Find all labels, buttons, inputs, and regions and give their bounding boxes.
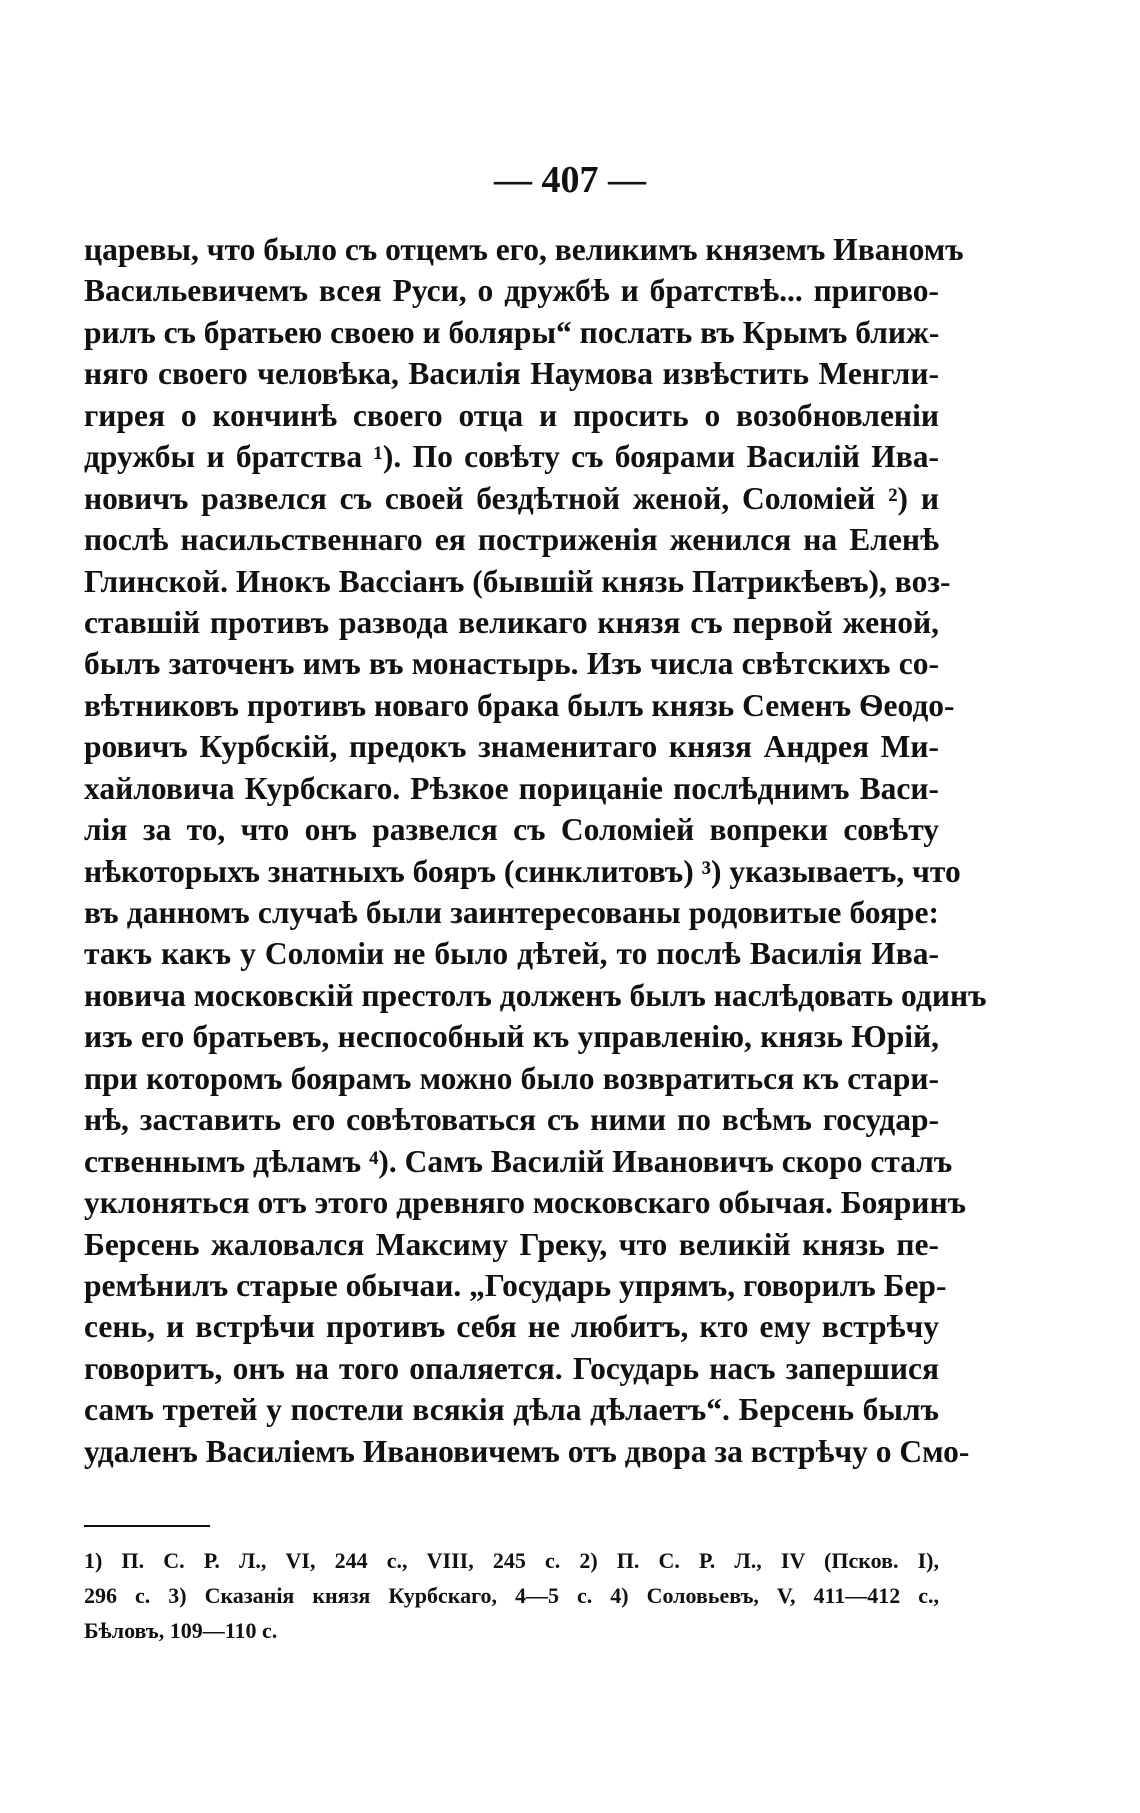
text-line: сень, и встрѣчи противъ себя не любитъ, кто ему встрѣчу	[84, 1309, 939, 1345]
text-line: Берсень жаловался Максиму Греку, что великій князь пе-	[84, 1226, 939, 1262]
text-line: нѣкоторыхъ знатныхъ бояръ (синклитовъ) ³) указываетъ, что	[84, 853, 961, 889]
footnote-line: 1) П. С. Р. Л., VI, 244 с., VIII, 245 с. 2) П. С. Р. Л., IV (Псков. I),	[84, 1548, 939, 1573]
text-line: Глинской. Инокъ Вассіанъ (бывшій князь Патрикѣевъ), воз-	[84, 563, 951, 599]
text-line: въ данномъ случаѣ были заинтересованы родовитые бояре:	[84, 895, 939, 930]
text-line: ровичъ Курбскій, предокъ знаменитаго князя Андрея Ми-	[84, 729, 939, 765]
text-line: хайловича Курбскаго. Рѣзкое порицаніе послѣднимъ Васи-	[84, 770, 939, 806]
text-line: ремѣнилъ старые обычаи. „Государь упрямъ, говорилъ Бер-	[84, 1267, 947, 1303]
text-line: нѣ, заставить его совѣтоваться съ ними по всѣмъ государ-	[84, 1102, 939, 1138]
text-line: говоритъ, онъ на того опаляется. Государь насъ запершися	[84, 1350, 939, 1386]
page-number: — 407 —	[494, 159, 646, 201]
text-line: послѣ насильственнаго ея постриженія женился на Еленѣ	[84, 522, 939, 558]
text-line: новича московскій престолъ долженъ былъ наслѣдовать одинъ	[84, 977, 987, 1013]
body-text	[84, 229, 987, 1472]
text-line: изъ его братьевъ, неспособный къ управленію, князь Юрій,	[84, 1019, 939, 1055]
footnotes	[84, 1543, 939, 1648]
text-line: Васильевичемъ всея Руси, о дружбѣ и братствѣ... пригово-	[84, 273, 939, 309]
text-line: вѣтниковъ противъ новаго брака былъ князь Семенъ Ѳеодо-	[84, 687, 955, 723]
text-line: дружбы и братства ¹). По совѣту съ боярами Василій Ива-	[84, 439, 939, 475]
text-line: ственнымъ дѣламъ ⁴). Самъ Василій Ивановичъ скоро сталъ	[84, 1143, 953, 1179]
text-line: лія за то, что онъ развелся съ Соломіей вопреки совѣту	[84, 812, 939, 848]
text-line: новичъ развелся съ своей бездѣтной женой, Соломіей ²) и	[84, 480, 939, 516]
text-line: ставшій противъ развода великаго князя съ первой женой,	[84, 604, 939, 640]
text-line: самъ третей у постели всякія дѣла дѣлаетъ“. Берсень былъ	[84, 1392, 939, 1428]
text-line: такъ какъ у Соломіи не было дѣтей, то послѣ Василія Ива-	[84, 936, 939, 972]
text-line: няго своего человѣка, Василія Наумова извѣстить Менгли-	[84, 356, 939, 392]
footnote-line: Бѣловъ, 109—110 с.	[84, 1618, 278, 1643]
footnote-line: 296 с. 3) Сказанія князя Курбскаго, 4—5 с. 4) Соловьевъ, V, 411—412 с.,	[84, 1583, 939, 1608]
text-line: при которомъ боярамъ можно было возвратиться къ стари-	[84, 1060, 939, 1096]
text-line: царевы, что было съ отцемъ его, великимъ княземъ Иваномъ	[84, 232, 964, 267]
text-line: уклоняться отъ этого древняго московскаго обычая. Бояринъ	[84, 1185, 966, 1221]
text-line: удаленъ Василіемъ Ивановичемъ отъ двора за встрѣчу о Смо-	[84, 1433, 970, 1469]
text-line: гирея о кончинѣ своего отца и просить о возобновленіи	[84, 397, 939, 433]
footnote-divider	[84, 1525, 210, 1527]
text-line: рилъ съ братьею своею и боляры“ послать въ Крымъ ближ-	[84, 314, 940, 350]
text-line: былъ заточенъ имъ въ монастырь. Изъ числа свѣтскихъ со-	[84, 646, 939, 682]
